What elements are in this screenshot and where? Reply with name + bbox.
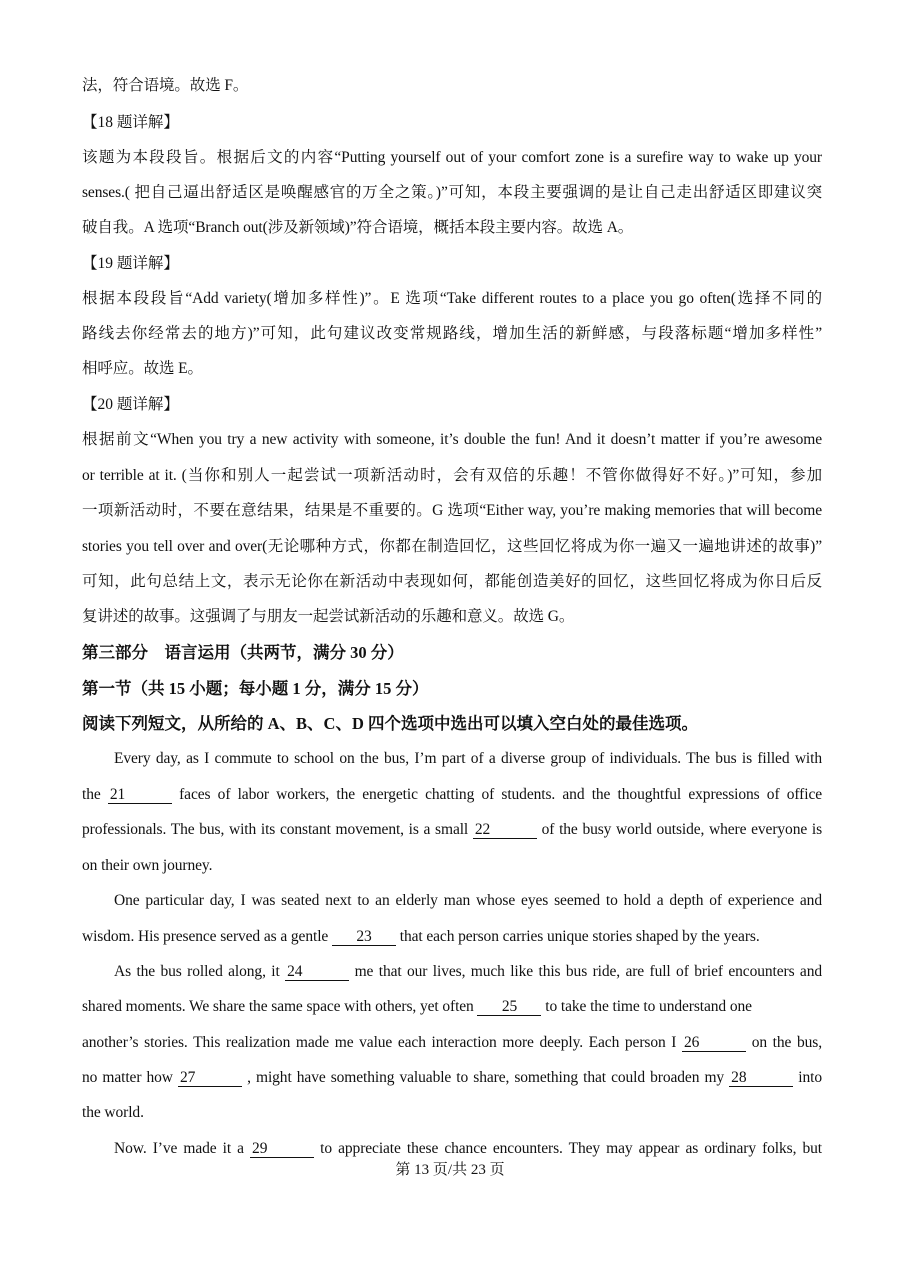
passage-line bbox=[82, 997, 822, 1017]
blank-22: 22 bbox=[473, 821, 537, 839]
passage-text: As the bus rolled along, it bbox=[114, 963, 280, 980]
heading-q19: 【19 题详解】 bbox=[82, 255, 179, 272]
text-line: 根据前文“When you try a new activity with someone, it’s double the fun! And it doesn’t matter if you’re awesome bbox=[82, 431, 822, 448]
text-line: 一项新活动时，不要在意结果，结果是不重要的。G 选项“Either way, you’re making memories that will become bbox=[82, 502, 822, 519]
text-line: 复讲述的故事。这强调了与朋友一起尝试新活动的乐趣和意义。故选 G。 bbox=[82, 608, 575, 625]
text-line: or terrible at it. (当你和别人一起尝试一项新活动时，会有双倍的乐趣！不管你做得好不好。)”可知，参加 bbox=[82, 467, 822, 484]
blank-28: 28 bbox=[729, 1069, 793, 1087]
passage-text: into bbox=[798, 1069, 822, 1086]
section-one-heading: 第一节（共 15 小题；每小题 1 分，满分 15 分） bbox=[82, 679, 429, 698]
passage-text: shared moments. We share the same space with others, yet often bbox=[82, 998, 474, 1015]
passage-text: faces of labor workers, the energetic chatting of students. and the thoughtful expressions of office bbox=[179, 786, 823, 803]
blank-24: 24 bbox=[285, 963, 349, 981]
blank-21: 21 bbox=[108, 786, 172, 804]
passage-text: me that our lives, much like this bus ride, are full of brief encounters and bbox=[354, 963, 823, 980]
passage-text: the bbox=[82, 786, 101, 803]
text-line: 根据本段段旨“Add variety(增加多样性)”。E 选项“Take different routes to a place you go often(选择不同的 bbox=[82, 290, 822, 307]
passage-line: Every day, as I commute to school on the bus, I’m part of a diverse group of individuals. The bus is filled with bbox=[114, 750, 822, 767]
blank-23: 23 bbox=[332, 928, 396, 946]
passage-line bbox=[82, 927, 822, 947]
passage-text: , might have something valuable to share, something that could broaden my bbox=[247, 1069, 725, 1086]
passage-text: to take the time to understand one bbox=[545, 998, 752, 1015]
passage-text: that each person carries unique stories shaped by the years. bbox=[399, 928, 760, 945]
instructions: 阅读下列短文，从所给的 A、B、C、D 四个选项中选出可以填入空白处的最佳选项。 bbox=[82, 714, 699, 733]
passage-text: no matter how bbox=[82, 1069, 173, 1086]
text-line: 该题为本段段旨。根据后文的内容“Putting yourself out of your comfort zone is a surefire way to wake up your bbox=[82, 149, 822, 166]
passage-line bbox=[82, 1033, 822, 1053]
passage-line: One particular day, I was seated next to an elderly man whose eyes seemed to hold a depth of experience and bbox=[114, 892, 822, 909]
passage-text: to appreciate these chance encounters. They may appear as ordinary folks, but bbox=[320, 1140, 822, 1157]
passage-text: Now. I’ve made it a bbox=[114, 1140, 244, 1157]
text-line: 可知，此句总结上文，表示无论你在新活动中表现如何，都能创造美好的回忆，这些回忆将成为你日后反 bbox=[82, 573, 822, 590]
passage-text: professionals. The bus, with its constant movement, is a small bbox=[82, 821, 469, 838]
blank-25: 25 bbox=[477, 998, 541, 1016]
passage-text: another’s stories. This realization made me value each interaction more deeply. Each person I bbox=[82, 1034, 677, 1051]
passage-line bbox=[114, 962, 822, 982]
passage-text: wisdom. His presence served as a gentle bbox=[82, 928, 329, 945]
heading-q18: 【18 题详解】 bbox=[82, 114, 179, 131]
text-line: 破自我。A 选项“Branch out(涉及新领域)”符合语境，概括本段主要内容。故选 A。 bbox=[82, 219, 634, 236]
passage-line bbox=[82, 785, 822, 805]
text-line: 路线去你经常去的地方)”可知，此句建议改变常规路线，增加生活的新鲜感，与段落标题“增加多样性” bbox=[82, 325, 822, 342]
passage-line bbox=[114, 1139, 822, 1159]
heading-q20: 【20 题详解】 bbox=[82, 396, 179, 413]
page-footer: 第 13 页/共 23 页 bbox=[395, 1162, 505, 1178]
text-line: 法，符合语境。故选 F。 bbox=[82, 77, 249, 94]
blank-29: 29 bbox=[250, 1140, 314, 1158]
text-line: senses.( 把自己逼出舒适区是唤醒感官的万全之策。)”可知，本段主要强调的是让自己走出舒适区即建议突 bbox=[82, 184, 822, 201]
text-line: stories you tell over and over(无论哪种方式，你都在制造回忆，这些回忆将成为你一遍又一遍地讲述的故事)” bbox=[82, 538, 822, 555]
blank-27: 27 bbox=[178, 1069, 242, 1087]
text-line: 相呼应。故选 E。 bbox=[82, 360, 203, 377]
passage-line: the world. bbox=[82, 1104, 144, 1121]
passage-text: of the busy world outside, where everyone is bbox=[541, 821, 822, 838]
part-three-heading: 第三部分 语言运用（共两节，满分 30 分） bbox=[82, 643, 404, 662]
passage-text: on the bus, bbox=[751, 1034, 822, 1051]
passage-line bbox=[82, 1068, 822, 1088]
blank-26: 26 bbox=[682, 1034, 746, 1052]
passage-line: on their own journey. bbox=[82, 857, 213, 874]
passage-line bbox=[82, 820, 822, 840]
